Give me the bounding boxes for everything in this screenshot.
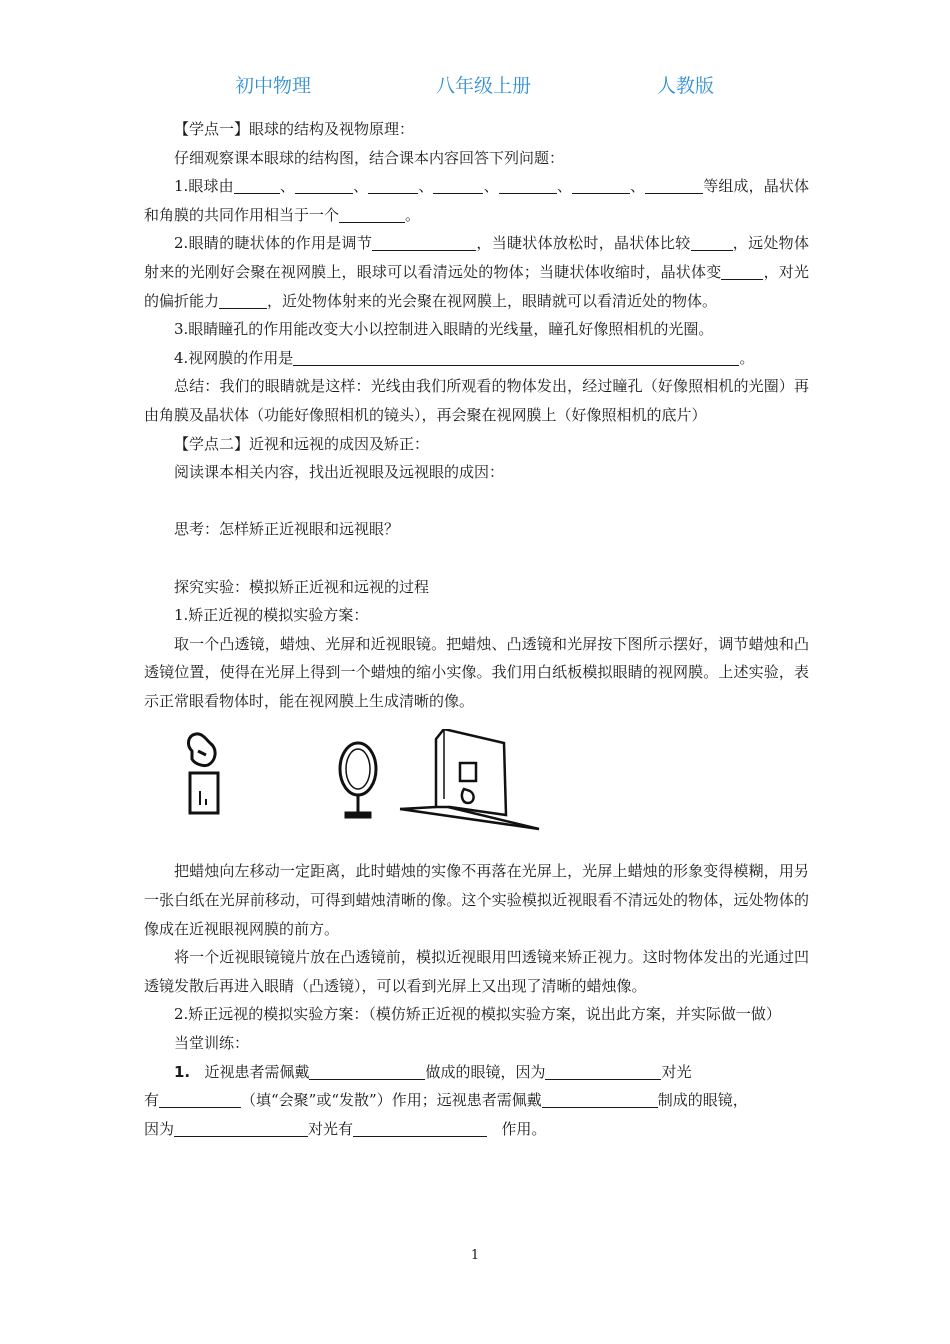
blank[interactable] [368, 176, 418, 194]
section2-read: 阅读课本相关内容，找出近视眼及远视眼的成因： [174, 463, 505, 482]
convex-lens-icon [340, 743, 376, 817]
blank[interactable] [721, 262, 763, 280]
practice-question-1-end: 因为 对光有 作用。 [144, 1119, 547, 1138]
experiment-title: 探究实验：模拟矫正近视和远视的过程 [174, 577, 430, 596]
blank[interactable] [293, 348, 739, 366]
section2-think: 思考：怎样矫正近视眼和远视眼？ [174, 520, 400, 539]
document-body [144, 115, 809, 1143]
blank[interactable] [159, 1090, 241, 1108]
blank[interactable] [234, 176, 280, 194]
plan1-title: 1.矫正近视的模拟实验方案： [174, 606, 369, 625]
question-4: 4.视网膜的作用是 。 [174, 348, 755, 367]
blank[interactable] [433, 176, 483, 194]
blank[interactable] [545, 1062, 661, 1080]
header-subject: 初中物理 [235, 75, 312, 97]
blank[interactable] [691, 233, 733, 251]
practice-question-1-cont: 有 （填“会聚”或“发散”）作用；远视患者需佩戴 制成的眼镜， [144, 1091, 748, 1110]
practice-question-1: 1. 近视患者需佩戴 做成的眼镜，因为 对光 [174, 1062, 692, 1081]
blank[interactable] [295, 176, 353, 194]
page-number: 1 [470, 1248, 480, 1263]
candle-lens-screen-diagram [184, 729, 604, 849]
question-3: 3.眼睛瞳孔的作用能改变大小以控制进入眼睛的光线量，瞳孔好像照相机的光圈。 [174, 320, 714, 339]
blank[interactable] [219, 291, 267, 309]
page-header [0, 71, 950, 101]
header-edition: 人教版 [657, 75, 715, 97]
question-1: 1.眼球由 、 、 、 、 、 、 等组成，晶状体和角膜的共同作用相当于一个 。 [144, 177, 809, 224]
blank[interactable] [309, 1062, 425, 1080]
candle-icon [189, 734, 218, 813]
plan2: 2.矫正远视的模拟实验方案：（模仿矫正近视的模拟实验方案，说出此方案，并实际做一做） [174, 1005, 781, 1024]
header-grade: 八年级上册 [436, 75, 532, 97]
after-paragraph-1: 把蜡烛向左移动一定距离，此时蜡烛的实像不再落在光屏上，光屏上蜡烛的形象变得模糊，用另一张白纸在光屏前移动，可得到蜡烛清晰的像。这个实验模拟近视眼看不清远处的物体，远处物体的像成在近视眼视网膜的前方。 [144, 862, 809, 938]
blank[interactable] [645, 176, 703, 194]
summary: 总结：我们的眼睛就是这样：光线由我们所观看的物体发出，经过瞳孔（好像照相机的光圈）再由角膜及晶状体（功能好像照相机的镜头），再会聚在视网膜上（好像照相机的底片） [144, 377, 809, 424]
after-paragraph-2: 将一个近视眼镜镜片放在凸透镜前，模拟近视眼用凹透镜来矫正视力。这时物体发出的光通过凹透镜发散后再进入眼睛（凸透镜），可以看到光屏上又出现了清晰的蜡烛像。 [144, 948, 809, 995]
plan1-body: 取一个凸透镜，蜡烛、光屏和近视眼镜。把蜡烛、凸透镜和光屏按下图所示摆好，调节蜡烛和凸透镜位置，使得在光屏上得到一个蜡烛的缩小实像。我们用白纸板模拟眼睛的视网膜。上述实验，表示正常眼看物体时，能在视网膜上生成清晰的像。 [144, 634, 809, 710]
blank[interactable] [542, 1090, 658, 1108]
blank[interactable] [499, 176, 557, 194]
blank[interactable] [339, 205, 405, 223]
blank[interactable] [572, 176, 630, 194]
section1-title: 【学点一】眼球的结构及视物原理： [174, 120, 415, 138]
practice-title: 当堂训练： [174, 1034, 250, 1053]
screen-icon [400, 729, 539, 829]
blank[interactable] [353, 1119, 487, 1137]
blank[interactable] [372, 233, 476, 251]
section2-title: 【学点二】近视和远视的成因及矫正： [174, 434, 430, 453]
section1-intro: 仔细观察课本眼球的结构图，结合课本内容回答下列问题： [174, 148, 565, 167]
question-2: 2.眼睛的睫状体的作用是调节 ，当睫状体放松时，晶状体比较 ，远处物体射来的光刚好会聚在视网膜上，眼球可以看清远处的物体；当睫状体收缩时，晶状体变 ，对光的偏折能力 ，近处物体射来的光会聚在视网膜上，眼睛就可以看清近处的物体。 [144, 234, 809, 310]
experiment-figure [144, 729, 809, 849]
blank[interactable] [174, 1119, 308, 1137]
